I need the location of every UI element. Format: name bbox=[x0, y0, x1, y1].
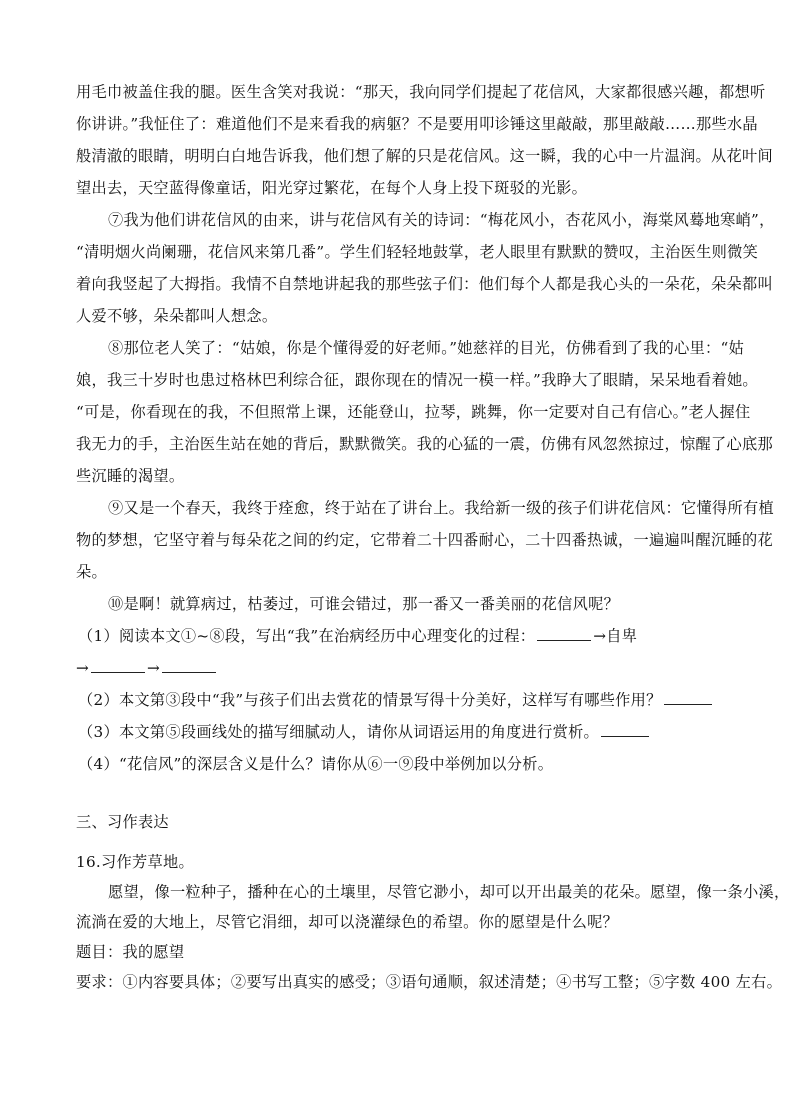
passage-line: 物的梦想，它坚守着与每朵花之间的约定，它带着二十四番耐心，二十四番热诚，一遍遍叫醒沉睡的花 bbox=[76, 531, 773, 549]
passage-line: ⑦我为他们讲花信风的由来，讲与花信风有关的诗词：“梅花风小，杏花风小，海棠风蓦地寒峭”， bbox=[108, 211, 775, 229]
passage-line: 娘，我三十岁时也患过格林巴利综合征，跟你现在的情况一模一样。”我睁大了眼睛，呆呆地看着她。 bbox=[76, 371, 758, 389]
passage-line: “可是，你看现在的我，不但照常上课，还能登山，拉琴，跳舞，你一定要对自己有信心。”老人握住 bbox=[76, 403, 751, 421]
arrow-icon: → bbox=[76, 659, 90, 677]
answer-blank[interactable] bbox=[162, 658, 216, 673]
question-2 bbox=[78, 690, 718, 710]
passage-line: 人爱不够，朵朵都叫人想念。 bbox=[76, 307, 278, 325]
passage-line: 你讲讲。”我怔住了：难道他们不是来看我的病躯？不是要用叩诊锤这里敲敲，那里敲敲……那些水晶 bbox=[76, 115, 758, 133]
answer-blank[interactable] bbox=[664, 690, 712, 705]
item-label: 16.习作芳草地。 bbox=[76, 853, 194, 871]
requirements: 要求：①内容要具体；②要写出真实的感受；③语句通顺，叙述清楚；④书写工整；⑤字数 400 左右。 bbox=[76, 973, 783, 991]
question-2-text: （2）本文第③段中“我”与孩子们出去赏花的情景写得十分美好，这样写有哪些作用？ bbox=[78, 691, 662, 709]
passage-line: 朵。 bbox=[76, 563, 107, 581]
question-1-text: （1）阅读本文①~⑧段，写出“我”在治病经历中心理变化的过程： bbox=[78, 627, 536, 645]
arrow-icon: → bbox=[147, 659, 161, 677]
question-1-text-end: →自卑 bbox=[593, 627, 638, 645]
passage-line: 我无力的手，主治医生站在她的背后，默默微笑。我的心猛的一震，仿佛有风忽然掠过，惊醒了心底那 bbox=[76, 435, 773, 453]
answer-blank[interactable] bbox=[601, 722, 649, 737]
section-heading: 三、习作表达 bbox=[76, 813, 169, 831]
passage-line: ⑩是啊！就算病过，枯萎过，可谁会错过，那一番又一番美丽的花信风呢？ bbox=[108, 595, 620, 613]
passage-line: 着向我竖起了大拇指。我情不自禁地讲起我的那些弦子们：他们每个人都是我心头的一朵花，朵朵都叫 bbox=[76, 275, 773, 293]
passage-line: “清明烟火尚阑珊，花信风来第几番”。学生们轻轻地鼓掌，老人眼里有默默的赞叹，主治医生则微笑 bbox=[76, 243, 759, 261]
answer-blank[interactable] bbox=[537, 626, 591, 641]
question-4: （4）“花信风”的深层含义是什么？请你从⑥一⑨段中举例加以分析。 bbox=[78, 755, 554, 773]
passage-line: 般清澈的眼睛，明明白白地告诉我，他们想了解的只是花信风。这一瞬，我的心中一片温润。从花叶间 bbox=[76, 147, 773, 165]
answer-blank[interactable] bbox=[91, 658, 145, 673]
passage-line: ⑨又是一个春天，我终于痊愈，终于站在了讲台上。我给新一级的孩子们讲花信风：它懂得所有植 bbox=[108, 499, 774, 517]
passage-line: ⑧那位老人笑了：“姑娘，你是个懂得爱的好老师。”她慈祥的目光，仿佛看到了我的心里：“姑 bbox=[108, 339, 745, 357]
question-1 bbox=[78, 626, 718, 646]
passage-line: 望出去，天空蓝得像童话，阳光穿过繁花，在每个人身上投下斑驳的光影。 bbox=[76, 179, 588, 197]
question-1-continued bbox=[76, 658, 716, 678]
essay-title: 题目：我的愿望 bbox=[76, 943, 185, 961]
passage-line: 些沉睡的渴望。 bbox=[76, 467, 185, 485]
prompt-line: 流淌在爱的大地上，尽管它涓细，却可以浇灌绿色的希望。你的愿望是什么呢？ bbox=[76, 913, 619, 931]
question-3 bbox=[78, 722, 718, 742]
passage-line: 用毛巾被盖住我的腿。医生含笑对我说：“那天，我向同学们提起了花信风，大家都很感兴趣，都想听 bbox=[76, 83, 766, 101]
prompt-line: 愿望，像一粒种子，播种在心的土壤里，尽管它渺小，却可以开出最美的花朵。愿望，像一条小溪， bbox=[108, 883, 790, 901]
question-3-text: （3）本文第⑤段画线处的描写细腻动人，请你从词语运用的角度进行赏析。 bbox=[78, 723, 600, 741]
